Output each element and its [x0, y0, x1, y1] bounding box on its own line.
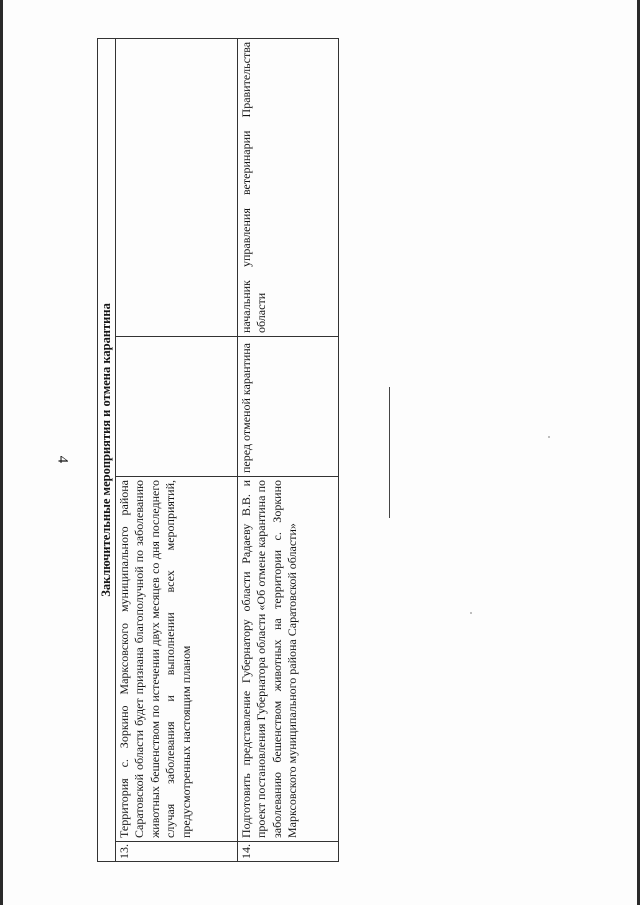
- page-number: 4: [54, 455, 71, 464]
- section-heading-row: [98, 38, 116, 861]
- deadline-cell: перед отменой карантина: [238, 337, 339, 477]
- deadline-cell: [116, 337, 238, 477]
- row-number: 13.: [116, 842, 238, 862]
- scan-speck: [470, 612, 472, 614]
- responsible-cell: [116, 38, 238, 336]
- table-row: [116, 38, 238, 861]
- plan-table: [97, 38, 339, 862]
- scan-edge-left: [0, 0, 3, 905]
- section-heading: Заключительные мероприятия и отмена карантина: [98, 38, 116, 861]
- responsible-cell: начальник управления ветеринарии Правительства области: [238, 38, 339, 336]
- rotated-table-wrapper: [97, 39, 337, 862]
- measure-text: Подготовить представление Губернатору области Радаеву В.В. и проект постановления Губернатора области «Об отмене карантина по заболеванию бешенством животных на территории с. Зоркино Марксовского муниципального района Саратовской области»: [238, 477, 339, 842]
- scan-speck: [548, 436, 550, 438]
- measure-text: Территория с. Зоркино Марксовского муниципального района Саратовской области будет признана благополучной по заболеванию животных бешенством по истечении двух месяцев со дня последнего случая заболевания и выполнении всех мероприятий, предусмотренных настоящим планом: [116, 477, 238, 842]
- row-number: 14.: [238, 842, 339, 862]
- signature-line: [389, 387, 390, 518]
- table-row: [238, 38, 339, 861]
